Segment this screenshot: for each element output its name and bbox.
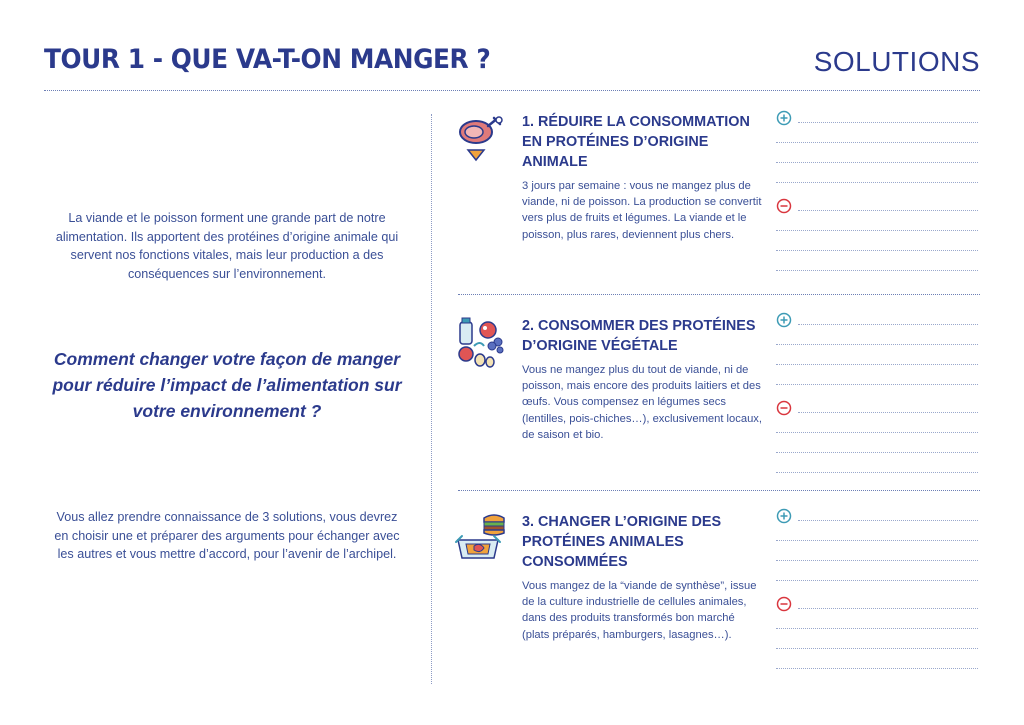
con-note-line[interactable] <box>798 412 978 413</box>
pro-note-line[interactable] <box>776 580 978 581</box>
solution-divider <box>458 490 980 491</box>
meat-reduction-icon <box>454 112 510 168</box>
con-note-line[interactable] <box>798 608 978 609</box>
solution-1-title: 1. RÉDUIRE LA CONSOMMATION EN PROTÉINES D’ORIGINE ANIMALE <box>522 114 750 170</box>
con-note-line[interactable] <box>776 668 978 669</box>
minus-icon <box>776 596 792 612</box>
header-divider <box>44 90 980 91</box>
solution-2-title: 2. CONSOMMER DES PROTÉINES D’ORIGINE VÉGÉTALE <box>522 318 756 354</box>
con-note-line[interactable] <box>776 452 978 453</box>
con-note-line[interactable] <box>776 270 978 271</box>
section-label: SOLUTIONS <box>813 46 980 77</box>
con-note-line[interactable] <box>776 230 978 231</box>
pro-note-line[interactable] <box>776 142 978 143</box>
pro-note-line[interactable] <box>776 182 978 183</box>
solution-divider <box>458 294 980 295</box>
plus-icon <box>776 110 792 126</box>
solution-3-title: 3. CHANGER L’ORIGINE DES PROTÉINES ANIMALES CONSOMMÉES <box>522 514 722 570</box>
pro-note-line[interactable] <box>776 344 978 345</box>
page-title: TOUR 1 - QUE VA-T-ON MANGER ? <box>44 44 491 75</box>
pro-note-line[interactable] <box>798 520 978 521</box>
pro-note-line[interactable] <box>776 384 978 385</box>
solution-1-description: 3 jours par semaine : vous ne mangez plus de viande, ni de poisson. La production se convertit vers plus de fruits et légumes. La viande et le poisson, plus rares, deviennent plus chers. <box>522 180 762 241</box>
minus-icon <box>776 400 792 416</box>
solution-2-description: Vous ne mangez plus du tout de viande, ni de poisson, mais encore des produits laitiers et des œufs. Vous compensez en légumes secs (lentilles, pois-chiches…), exclusivement locaux, de saison et bio. <box>522 364 763 441</box>
pro-note-line[interactable] <box>776 560 978 561</box>
plus-icon <box>776 312 792 328</box>
plus-icon <box>776 508 792 524</box>
solution-3-description: Vous mangez de la “viande de synthèse”, issue de la culture industrielle de cellules animales, dans des produits transformés bon marché (plats préparés, hamburgers, lasagnes…). <box>522 580 757 641</box>
pro-note-line[interactable] <box>776 162 978 163</box>
con-note-line[interactable] <box>776 628 978 629</box>
con-note-line[interactable] <box>798 210 978 211</box>
vegetable-protein-icon <box>454 316 510 372</box>
instructions-text: Vous allez prendre connaissance de 3 solutions, vous devrez en choisir une et préparer des arguments pour échanger avec les autres et vous mettre d’accord, pour l’avenir de l’archipel. <box>54 510 400 562</box>
minus-icon <box>776 198 792 214</box>
pro-note-line[interactable] <box>798 122 978 123</box>
con-note-line[interactable] <box>776 250 978 251</box>
pro-note-line[interactable] <box>776 540 978 541</box>
con-note-line[interactable] <box>776 648 978 649</box>
pro-note-line[interactable] <box>798 324 978 325</box>
con-note-line[interactable] <box>776 472 978 473</box>
column-divider <box>431 114 432 684</box>
processed-food-icon <box>454 512 510 568</box>
key-question: Comment changer votre façon de manger pour réduire l’impact de l’alimentation sur votre environnement ? <box>52 349 402 421</box>
pro-note-line[interactable] <box>776 364 978 365</box>
intro-text: La viande et le poisson forment une grande part de notre alimentation. Ils apportent des protéines d’origine animale qui servent nos fonctions vitales, mais leur production a des conséquences sur l’environnement. <box>55 211 399 281</box>
con-note-line[interactable] <box>776 432 978 433</box>
